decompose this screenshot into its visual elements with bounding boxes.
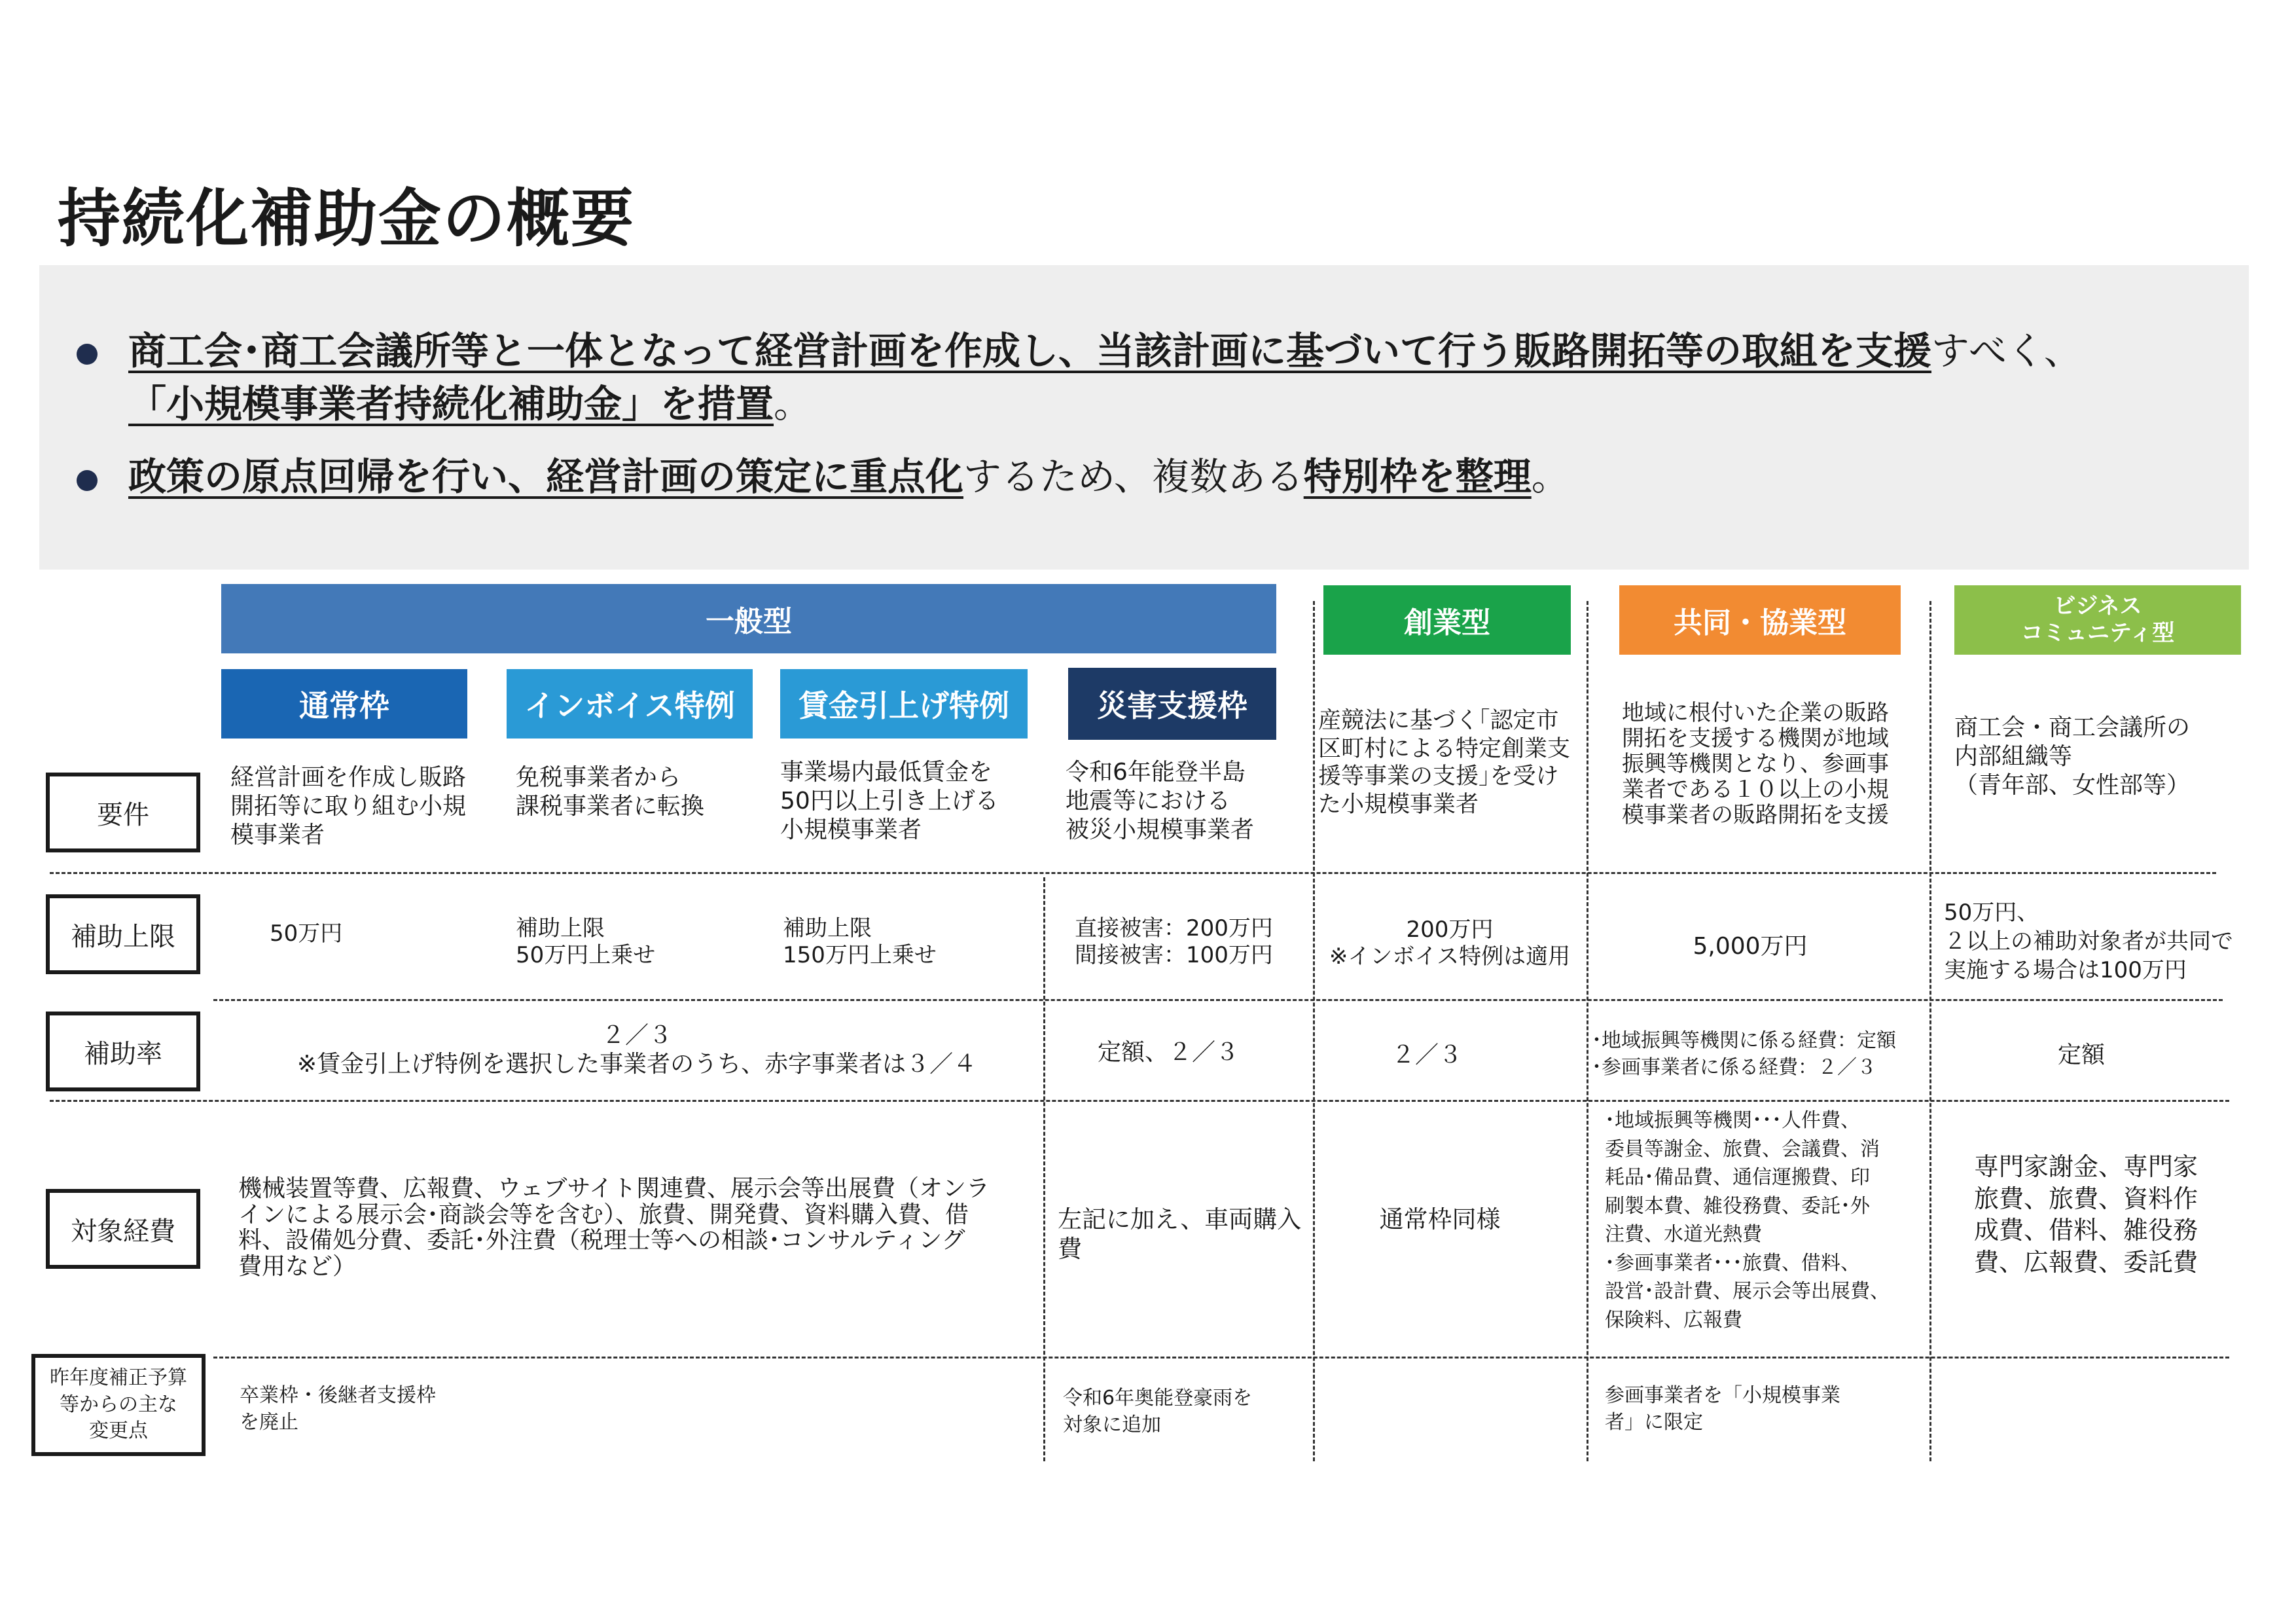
row-label-requirement: 要件 — [46, 773, 200, 852]
divider-general-startup — [1313, 601, 1315, 1461]
divider-startup-joint — [1587, 601, 1588, 1461]
expenses-business: 専門家謝金、専門家 旅費、旅費、資料作 成費、借料、雑役務 費、広報費、委託費 — [1974, 1152, 2198, 1277]
bullet-1-line-1: 商工会･商工会議所等と一体となって経営計画を作成し、当該計画に基づいて行う販路開拓等の取組を支援すべく、 — [128, 329, 2082, 373]
rate-disaster: 定額、２／３ — [1097, 1039, 1239, 1066]
req-disaster: 令和6年能登半島 地震等における 被災小規模事業者 — [1066, 759, 1255, 843]
row-divider-4 — [213, 1357, 2229, 1359]
req-business: 商工会・商工会議所の 内部組織等 （青年部、女性部等） — [1954, 714, 2191, 799]
subheader-wage: 賃金引上げ特例 — [780, 669, 1028, 739]
row-label-expenses: 対象経費 — [46, 1189, 200, 1269]
changes-disaster: 令和6年奥能登豪雨を 対象に追加 — [1063, 1387, 1253, 1436]
row-divider-3 — [50, 1100, 2229, 1102]
header-general: 一般型 — [221, 584, 1276, 653]
page-title: 持続化補助金の概要 — [58, 182, 635, 255]
req-normal: 経営計画を作成し販路 開拓等に取り組む小規 模事業者 — [230, 764, 467, 848]
subheader-disaster: 災害支援枠 — [1068, 668, 1276, 740]
rate-joint: ･地域振興等機関に係る経費：定額 ･参画事業者に係る経費：２／３ — [1592, 1029, 1896, 1079]
header-startup: 創業型 — [1323, 585, 1571, 655]
header-business-community: ビジネス コミュニティ型 — [1954, 585, 2241, 655]
row-label-limit: 補助上限 — [46, 894, 200, 974]
expenses-startup: 通常枠同様 — [1379, 1205, 1501, 1233]
bullet-dot-1 — [77, 344, 98, 365]
limit-business: 50万円、 ２以上の補助対象者が共同で 実施する場合は100万円 — [1944, 900, 2233, 984]
bullet-dot-2 — [77, 470, 98, 491]
bullet-2-line-1: 政策の原点回帰を行い、経営計画の策定に重点化するため、複数ある特別枠を整理。 — [128, 454, 1570, 499]
changes-general: 卒業枠・後継者支援枠 を廃止 — [240, 1384, 436, 1434]
expenses-general: 機械装置等費、広報費、ウェブサイト関連費、展示会等出展費（オンラ インによる展示会･商談会等を含む）、旅費、開発費、資料購入費、借 料、設備処分費、委託･外注費（税理士等への相談･コンサルティング 費用など） — [238, 1175, 990, 1280]
rate-startup: ２／３ — [1391, 1042, 1462, 1068]
row-divider-2 — [213, 999, 2223, 1001]
expenses-joint: ･地域振興等機関･･･人件費、 委員等謝金、旅費、会議費、消 耗品･備品費、通信運搬費、印 刷製本費、雑役務費、委託･外 注費、水道光熱費 ･参画事業者･･･旅費、借料、 設営･設計費、展示会等出展費、 保険料、広報費 — [1605, 1109, 1890, 1332]
req-invoice: 免税事業者から 課税事業者に転換 — [516, 764, 705, 820]
changes-joint: 参画事業者を「小規模事業 者」に限定 — [1605, 1384, 1840, 1434]
req-joint: 地域に根付いた企業の販路 開拓を支援する機関が地域 振興等機関となり、参画事 業者である１０以上の小規 模事業者の販路開拓を支援 — [1622, 700, 1889, 829]
bullet-1-line-2: 「小規模事業者持続化補助金」を措置。 — [128, 382, 812, 426]
divider-joint-business — [1929, 601, 1931, 1461]
req-startup: 産競法に基づく｢認定市 区町村による特定創業支 援等事業の支援｣を受け た小規模事業者 — [1318, 708, 1571, 818]
subheader-normal: 通常枠 — [221, 669, 467, 739]
limit-normal: 50万円 — [270, 921, 343, 947]
subheader-invoice: インボイス特例 — [507, 669, 753, 739]
limit-joint: 5,000万円 — [1693, 933, 1808, 960]
limit-wage: 補助上限 150万円上乗せ — [783, 915, 937, 969]
expenses-disaster: 左記に加え、車両購入 費 — [1058, 1205, 1302, 1264]
limit-disaster: 直接被害：200万円 間接被害：100万円 — [1075, 915, 1273, 969]
limit-startup: 200万円 ※インボイス特例は適用 — [1329, 917, 1571, 970]
row-divider-1 — [50, 872, 2216, 874]
row-label-rate: 補助率 — [46, 1012, 200, 1091]
limit-invoice: 補助上限 50万円上乗せ — [516, 915, 656, 969]
rate-general: ２／３ ※賃金引上げ特例を選択した事業者のうち、赤字事業者は３／４ — [296, 1022, 977, 1078]
req-wage: 事業場内最低賃金を 50円以上引き上げる 小規模事業者 — [780, 759, 999, 843]
row-label-changes: 昨年度補正予算 等からの主な 変更点 — [31, 1354, 206, 1456]
rate-business: 定額 — [2057, 1042, 2105, 1068]
divider-disaster — [1043, 877, 1045, 1461]
header-joint: 共同・協業型 — [1619, 585, 1901, 655]
